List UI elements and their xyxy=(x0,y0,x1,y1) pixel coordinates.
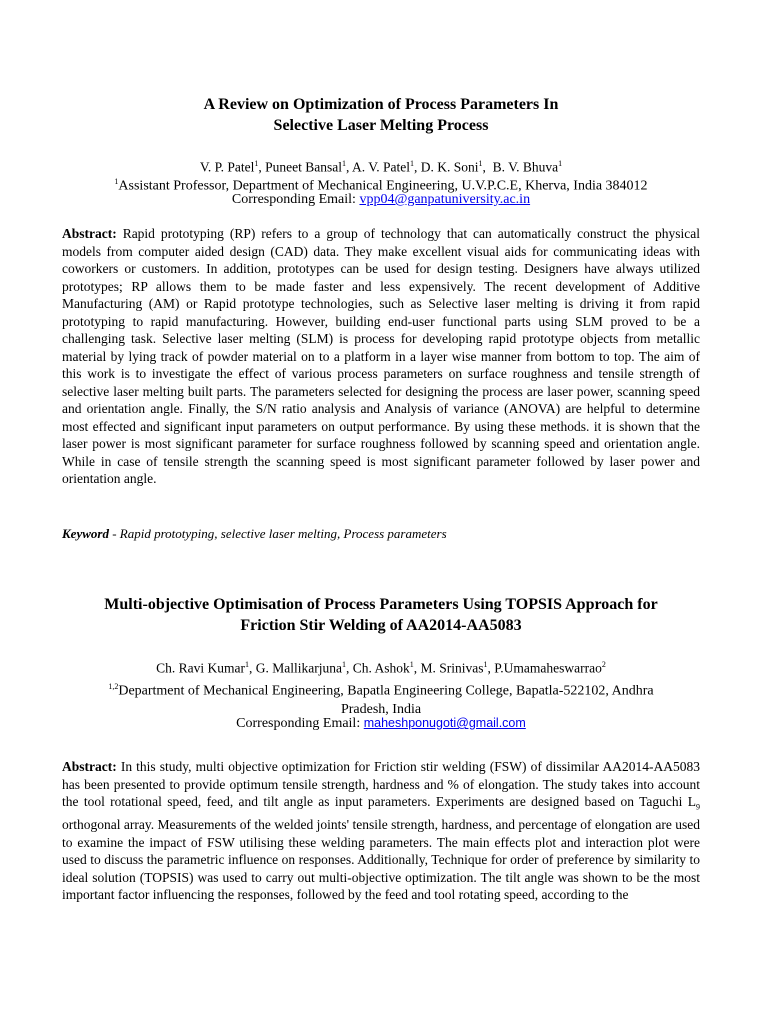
paper1-authors: V. P. Patel$^1$, Puneet Bansal$^1$, A. V. Patel$^1$, D. K. Soni$^1$, B. V. Bhuva$^1$ xyxy=(199,159,563,175)
author: A. V. Patel xyxy=(351,159,410,175)
paper2-title-line1: Multi-objective Optimisation of Process Parameters Using TOPSIS Approach for xyxy=(104,596,658,613)
paper1-affiliation: $^1$Assistant Professor, Department of Mechanical Engineering, U.V.P.C.E, Kherva, India 384012 xyxy=(114,177,648,194)
keyword-label: Keyword xyxy=(62,526,109,541)
paper2-affiliation: $^{1,2}$Department of Mechanical Engineering, Bapatla Engineering College, Bapatla-522102, Andhra Pradesh, India xyxy=(108,682,654,717)
paper2-title-line2: Friction Stir Welding of AA2014-AA5083 xyxy=(240,617,522,634)
keyword-text: - Rapid prototyping, selective laser melting, Process parameters xyxy=(108,526,447,541)
author: Ch. Ravi Kumar xyxy=(156,660,245,676)
paper2-authors: Ch. Ravi Kumar$^1$, G. Mallikarjuna$^1$, Ch. Ashok$^1$, M. Srinivas$^1$, P.Umamaheswarrao$^2$ xyxy=(156,660,606,676)
paper1-keywords xyxy=(62,525,700,543)
paper2-abstract: Abstract: In this study, multi objective optimization for Friction stir welding (FSW) of dissimilar AA2014-AA5083 has been presented to provide optimum tensile strength, hardness and % of elongation. The study takes into account the tool rotational speed, feed, and tilt angle as input parameters. Experiments are designed based on Taguchi $L_9$ orthogonal array. Measurements of the welded joints' tensile strength, hardness, and percentage of elongation are used to examine the impact of FSW utilising these welding parameters. The main effects plot and interaction plot were used to discuss the parametric influence on responses. Additionally, Technique for order of preference by similarity to ideal solution (TOPSIS) was used to carry out multi-objective optimization. The tilt angle was shown to be the most important factor influencing the responses, followed by the feed and tool rotating speed, according to the xyxy=(62,759,700,903)
paper1-title xyxy=(62,94,700,136)
paper1-corresponding-email: Corresponding Email: vpp04@ganpatuniversity.ac.in xyxy=(231,192,531,207)
author: B. V. Bhuva xyxy=(492,159,559,175)
author: Puneet Bansal xyxy=(265,159,342,175)
paper2-corresponding-email: Corresponding Email: maheshponugoti@gmail.com xyxy=(236,716,526,731)
author: M. Srinivas xyxy=(420,660,484,676)
author: D. K. Soni xyxy=(420,159,479,175)
author: V. P. Patel xyxy=(199,159,255,175)
paper2-title xyxy=(62,594,700,636)
paper1-title-line1: A Review on Optimization of Process Parameters In xyxy=(203,96,559,113)
paper1-title-line2: Selective Laser Melting Process xyxy=(273,117,489,134)
author: P.Umamaheswarrao xyxy=(494,660,602,676)
paper1-abstract xyxy=(62,225,700,488)
abstract-label: Abstract: xyxy=(62,759,117,774)
abstract-label: Abstract: xyxy=(62,226,117,241)
paper1-email-link[interactable]: vpp04@ganpatuniversity.ac.in xyxy=(359,192,531,207)
author: Ch. Ashok xyxy=(352,660,410,676)
abstract-text: Rapid prototyping (RP) refers to a group of technology that can automatically construct the physical models from computer aided design (CAD) data. They make excellent visual aids for communicating ideas with coworkers or customers. In addition, prototypes can be used for design testing. Designers have always utilized prototypes; RP allows them to be made faster and less expensively. The recent development of Additive Manufacturing (AM) or Rapid prototype technologies, such as Selective laser melting is driving it from rapid prototyping to rapid manufacturing. However, building end-user functional parts using SLM proved to be a challenging task. Selective laser melting (SLM) is process for developing rapid prototype objects from metallic material by lying track of powder material on to a platform in a layer wise manner from bottom to top. The aim of this work is to investigate the effect of various process parameters on surface roughness and tensile strength of selective laser melting built parts. The parameters selected for designing the process are laser power, scanning speed and orientation angle. Finally, the S/N ratio analysis and Analysis of variance (ANOVA) are helpful to determine most effected and significant input parameters on output performance. By using these methods. it is shown that the laser power is most significant parameter for surface roughness followed by scanning speed and orientation angle. While in case of tensile strength the scanning speed is most significant parameter followed by laser power and orientation angle. xyxy=(62,226,701,486)
author: G. Mallikarjuna xyxy=(255,660,342,676)
paper2-email-link[interactable]: maheshponugoti@gmail.com xyxy=(363,716,526,730)
